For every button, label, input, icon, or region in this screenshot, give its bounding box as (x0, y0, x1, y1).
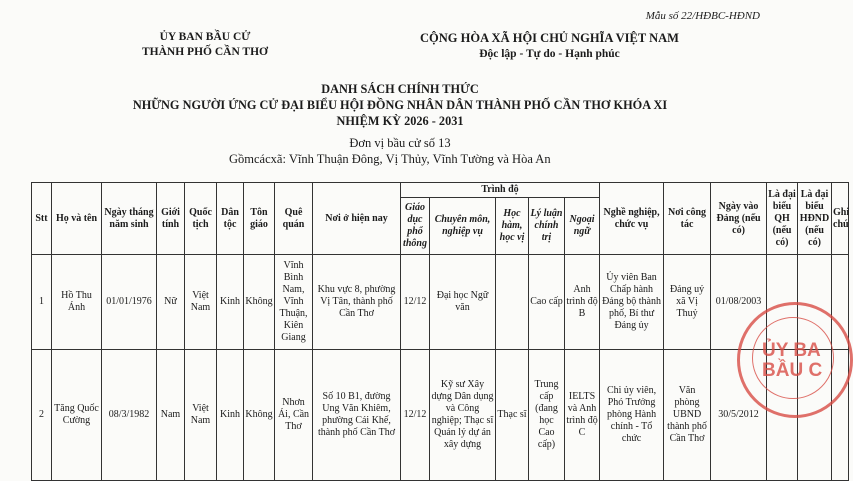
header-foreign-language: Ngoại ngữ (565, 198, 600, 255)
header-specialty: Chuyên môn, nghiệp vụ (430, 198, 496, 255)
cell-job: Chi ủy viên, Phó Trưởng phòng Hành chính - Tổ chức (600, 350, 664, 481)
header-job: Nghề nghiệp, chức vụ (600, 183, 664, 255)
constituency: Đơn vị bầu cử số 13 (349, 136, 451, 150)
cell-nationality: Việt Nam (185, 255, 217, 350)
stamp-text (762, 341, 822, 381)
candidate-table (31, 182, 849, 481)
header-stt: Stt (32, 183, 52, 255)
cell-stt: 1 (32, 255, 52, 350)
cell-party-date: 30/5/2012 (711, 350, 767, 481)
title-line-1: DANH SÁCH CHÍNH THỨC (321, 82, 479, 96)
header-academic-degree: Học hàm, học vị (496, 198, 529, 255)
header-political-theory: Lý luận chính trị (529, 198, 565, 255)
cell-general-education: 12/12 (401, 350, 430, 481)
header-workplace: Nơi công tác (664, 183, 711, 255)
cell-name: Hồ Thu Ánh (52, 255, 102, 350)
cell-workplace: Văn phòng UBND thành phố Cần Thơ (664, 350, 711, 481)
header-nationality: Quốc tịch (185, 183, 217, 255)
cell-party-date: 01/08/2003 (711, 255, 767, 350)
cell-foreign-language: IELTS và Anh trình độ C (565, 350, 600, 481)
issuer-line-2: THÀNH PHỐ CẦN THƠ (142, 46, 268, 58)
cell-dob: 08/3/1982 (102, 350, 157, 481)
cell-job: Ủy viên Ban Chấp hành Đảng bộ thành phố, Bí thư Đảng ủy (600, 255, 664, 350)
table-row (32, 255, 849, 350)
national-header (412, 30, 687, 62)
cell-specialty: Đại học Ngữ văn (430, 255, 496, 350)
cell-stt: 2 (32, 350, 52, 481)
cell-residence: Số 10 B1, đường Ung Văn Khiêm, phường Cái Khế, thành phố Cần Thơ (313, 350, 401, 481)
cell-political-theory: Cao cấp (529, 255, 565, 350)
table-row (32, 350, 849, 481)
cell-gender: Nam (157, 350, 185, 481)
issuer-line-1: ỦY BAN BẦU CỬ (159, 31, 251, 43)
header-residence: Nơi ở hiện nay (313, 183, 401, 255)
cell-religion: Không (244, 255, 275, 350)
stamp-line-2: BẦU C (762, 360, 823, 381)
document-title (0, 81, 800, 129)
header-gender: Giới tính (157, 183, 185, 255)
header-ethnicity: Dân tộc (217, 183, 244, 255)
header-education: Trình độ (401, 183, 600, 198)
header-dob: Ngày tháng năm sinh (102, 183, 157, 255)
header-note: Ghi chú (832, 183, 849, 255)
official-red-stamp (737, 302, 853, 418)
cell-foreign-language: Anh trình độ B (565, 255, 600, 350)
form-number: Mẫu số 22/HĐBC-HĐND (645, 10, 760, 22)
cell-dob: 01/01/1976 (102, 255, 157, 350)
cell-hometown: Nhơn Ái, Cần Thơ (275, 350, 313, 481)
cell-specialty: Kỹ sư Xây dựng Dân dụng và Công nghiệp; Thạc sĩ Quản lý dự án xây dựng (430, 350, 496, 481)
cell-political-theory: Trung cấp (đang học Cao cấp) (529, 350, 565, 481)
header-hometown: Quê quán (275, 183, 313, 255)
cell-general-education: 12/12 (401, 255, 430, 350)
cell-ethnicity: Kinh (217, 350, 244, 481)
header-pc-delegate: Là đại biểu HĐND (nếu có) (798, 183, 832, 255)
header-na-delegate: Là đại biểu QH (nếu có) (767, 183, 798, 255)
header-party-date: Ngày vào Đảng (nếu có) (711, 183, 767, 255)
country-name: CỘNG HÒA XÃ HỘI CHỦ NGHĨA VIỆT NAM (420, 31, 679, 45)
header-religion: Tôn giáo (244, 183, 275, 255)
cell-academic-degree: Thạc sĩ (496, 350, 529, 481)
cell-gender: Nữ (157, 255, 185, 350)
cell-residence: Khu vực 8, phường Vị Tân, thành phố Cần Thơ (313, 255, 401, 350)
cell-ethnicity: Kinh (217, 255, 244, 350)
national-motto: Độc lập - Tự do - Hạnh phúc (479, 48, 620, 60)
cell-hometown: Vĩnh Bình Nam, Vĩnh Thuận, Kiên Giang (275, 255, 313, 350)
cell-workplace: Đảng uỷ xã Vị Thuỷ (664, 255, 711, 350)
header-name: Họ và tên (52, 183, 102, 255)
communes-line: Gồmcácxã: Vĩnh Thuận Đông, Vị Thủy, Vĩnh Tường và Hòa An (229, 152, 551, 166)
cell-name: Tăng Quốc Cường (52, 350, 102, 481)
header-general-education: Giáo dục phổ thông (401, 198, 430, 255)
cell-academic-degree (496, 255, 529, 350)
cell-nationality: Việt Nam (185, 350, 217, 481)
title-line-2: NHỮNG NGƯỜI ỨNG CỬ ĐẠI BIỂU HỘI ĐỒNG NHÂN DÂN THÀNH PHỐ CẦN THƠ KHÓA XI (132, 98, 668, 112)
issuer-header (140, 30, 270, 60)
cell-religion: Không (244, 350, 275, 481)
stamp-line-1: ỦY BA (762, 340, 821, 361)
title-line-3: NHIỆM KỲ 2026 - 2031 (336, 114, 464, 128)
